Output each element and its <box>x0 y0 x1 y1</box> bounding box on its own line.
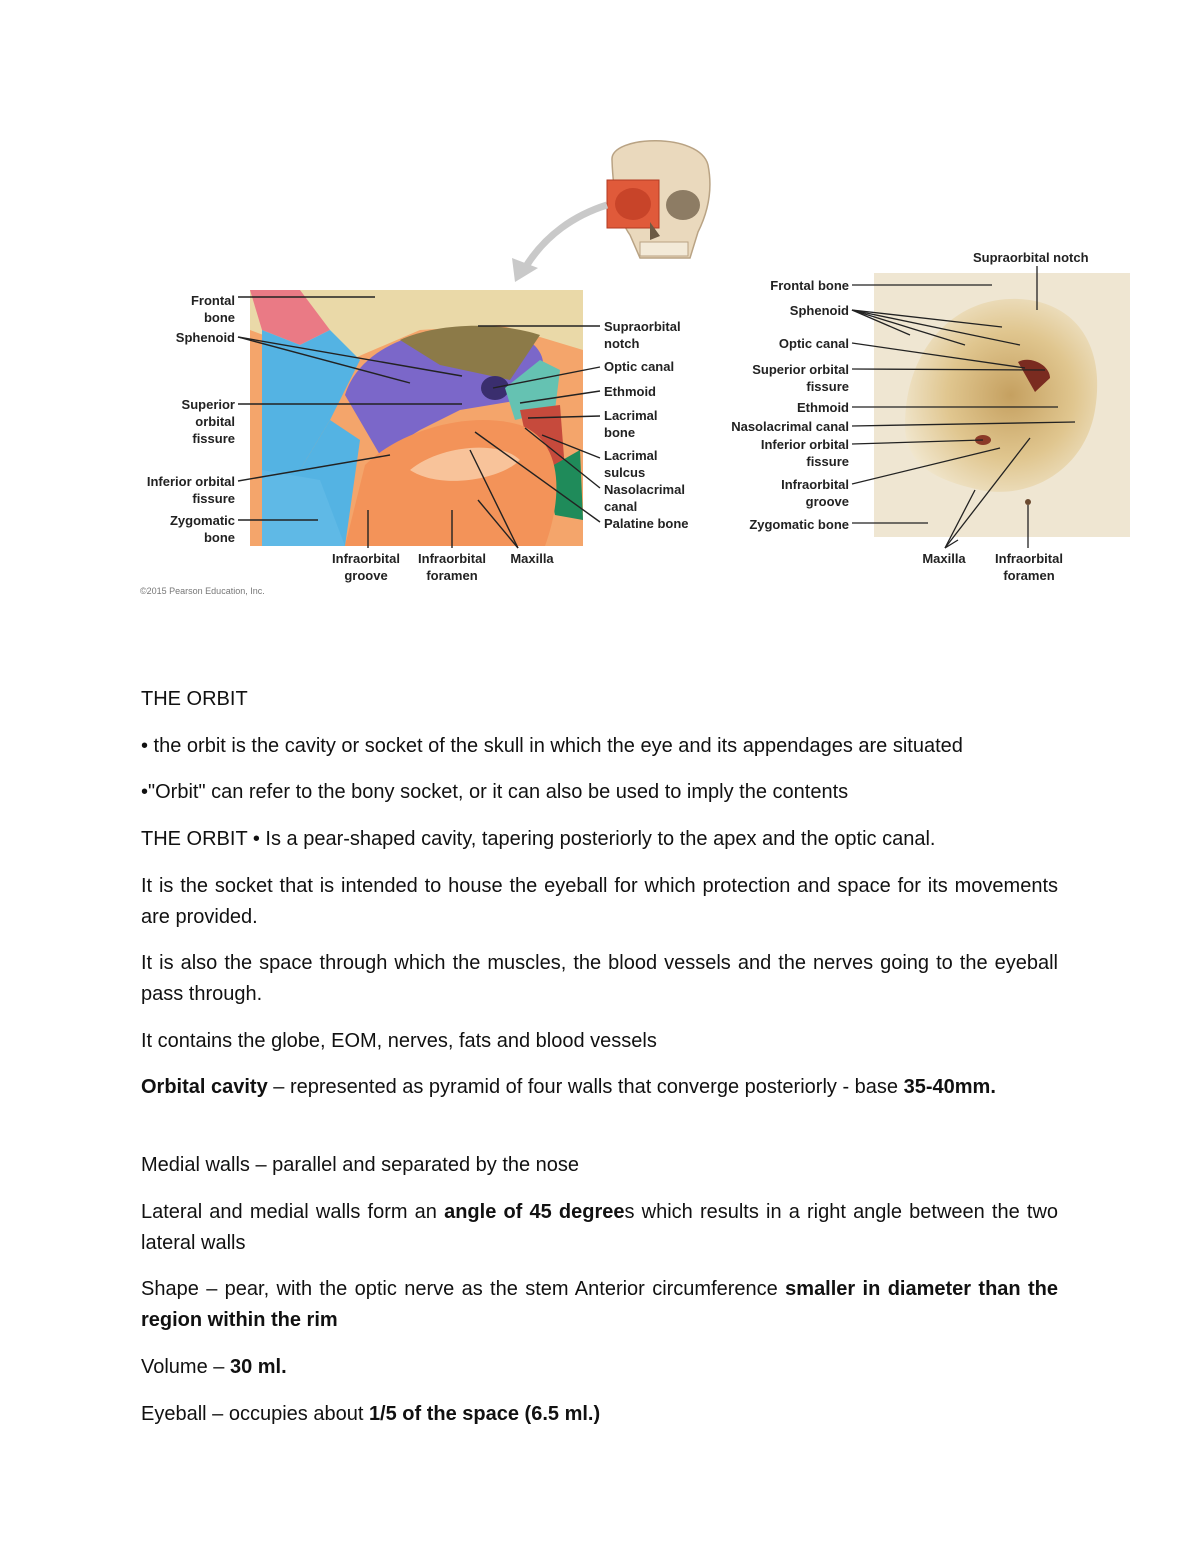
label-lacrimal-sulcus: Lacrimal sulcus <box>604 448 658 480</box>
label-right-nasolacrimal-canal: Nasolacrimal canal <box>731 419 849 434</box>
label-right-sphenoid: Sphenoid <box>789 303 849 318</box>
orbit-subheading: THE ORBIT <box>141 828 248 850</box>
label-right-ethmoid: Ethmoid <box>797 400 849 415</box>
orbital-cavity-base: 35-40mm. <box>903 1076 996 1098</box>
orbital-cavity-desc: – represented as pyramid of four walls that converge posteriorly - base <box>267 1076 904 1098</box>
lateral-walls-pre: Lateral and medial walls form an <box>141 1201 445 1223</box>
label-right-superior-orbital-fissure: Superior orbital fissure <box>752 362 849 394</box>
eyeball-value: 1/5 of the space (6.5 ml.) <box>368 1403 601 1425</box>
shape-bold: smaller in diameter than the region within the rim <box>141 1278 1058 1331</box>
paragraph-contents: It contains the globe, EOM, nerves, fats and blood vessels <box>141 1030 657 1052</box>
skull-thumbnail <box>607 141 710 258</box>
label-lacrimal-bone: Lacrimal bone <box>604 408 658 440</box>
label-infraorbital-groove: Infraorbital groove <box>332 551 400 583</box>
paragraph-eyeball <box>141 1399 1058 1430</box>
shape-pre: Shape – pear, with the optic nerve as the stem Anterior circumference <box>141 1278 786 1300</box>
label-infraorbital-foramen: Infraorbital foramen <box>418 551 486 583</box>
label-superior-orbital-fissure: Superior orbital fissure <box>181 397 235 446</box>
label-supraorbital-notch: Supraorbital notch <box>604 319 681 351</box>
paragraph-space: It is also the space through which the muscles, the blood vessels and the nerves going to the eyeball pass through. <box>141 952 1058 1005</box>
label-maxilla: Maxilla <box>510 551 554 566</box>
paragraph-medial-walls: Medial walls – parallel and separated by the nose <box>141 1154 580 1176</box>
label-inferior-orbital-fissure: Inferior orbital fissure <box>146 474 235 506</box>
volume-pre: Volume – <box>141 1356 230 1378</box>
paragraph-socket: It is the socket that is intended to house the eyeball for which protection and space for its movements are provided. <box>141 875 1058 928</box>
label-frontal-bone: Frontal bone <box>190 293 235 325</box>
label-right-frontal-bone: Frontal bone <box>770 278 849 293</box>
label-right-supraorbital-notch: Supraorbital notch <box>973 250 1089 265</box>
paragraph-shape <box>141 1274 1058 1336</box>
label-nasolacrimal-canal: Nasolacrimal canal <box>604 482 685 514</box>
volume-value: 30 ml. <box>229 1356 287 1378</box>
label-right-infraorbital-foramen: Infraorbital foramen <box>995 551 1063 583</box>
label-right-zygomatic-bone: Zygomatic bone <box>749 517 849 532</box>
lateral-walls-angle: angle of 45 degree <box>444 1201 625 1223</box>
label-right-optic-canal: Optic canal <box>778 336 849 351</box>
label-right-infraorbital-groove: Infraorbital groove <box>781 477 849 509</box>
pear-shaped-text: • Is a pear-shaped cavity, tapering posteriorly to the apex and the optic canal. <box>247 828 936 850</box>
heading-the-orbit: THE ORBIT <box>141 688 248 710</box>
label-sphenoid: Sphenoid <box>175 330 235 345</box>
label-zygomatic-bone: Zygomatic bone <box>169 513 235 545</box>
label-palatine-bone: Palatine bone <box>604 516 689 531</box>
lateral-walls-post: s which results in a right angle between the two lateral walls <box>141 1201 1059 1254</box>
orbital-cavity-term: Orbital cavity <box>141 1076 268 1098</box>
label-right-inferior-orbital-fissure: Inferior orbital fissure <box>760 437 849 469</box>
paragraph-lateral-walls <box>141 1197 1058 1259</box>
callout-arrow <box>525 205 607 268</box>
bullet-orbit-definition: • the orbit is the cavity or socket of the skull in which the eye and its appendages are situated <box>141 735 963 757</box>
label-ethmoid: Ethmoid <box>604 384 656 399</box>
paragraph-volume <box>141 1352 1058 1383</box>
paragraph-orbital-cavity <box>141 1072 1058 1103</box>
label-optic-canal: Optic canal <box>604 359 675 374</box>
copyright-notice: ©2015 Pearson Education, Inc. <box>140 586 265 596</box>
bullet-orbit-meaning: •"Orbit" can refer to the bony socket, or it can also be used to imply the contents <box>141 781 849 803</box>
paragraph-pear-shaped <box>141 824 1058 855</box>
label-right-maxilla: Maxilla <box>922 551 966 566</box>
eyeball-pre: Eyeball – occupies about <box>141 1403 369 1425</box>
